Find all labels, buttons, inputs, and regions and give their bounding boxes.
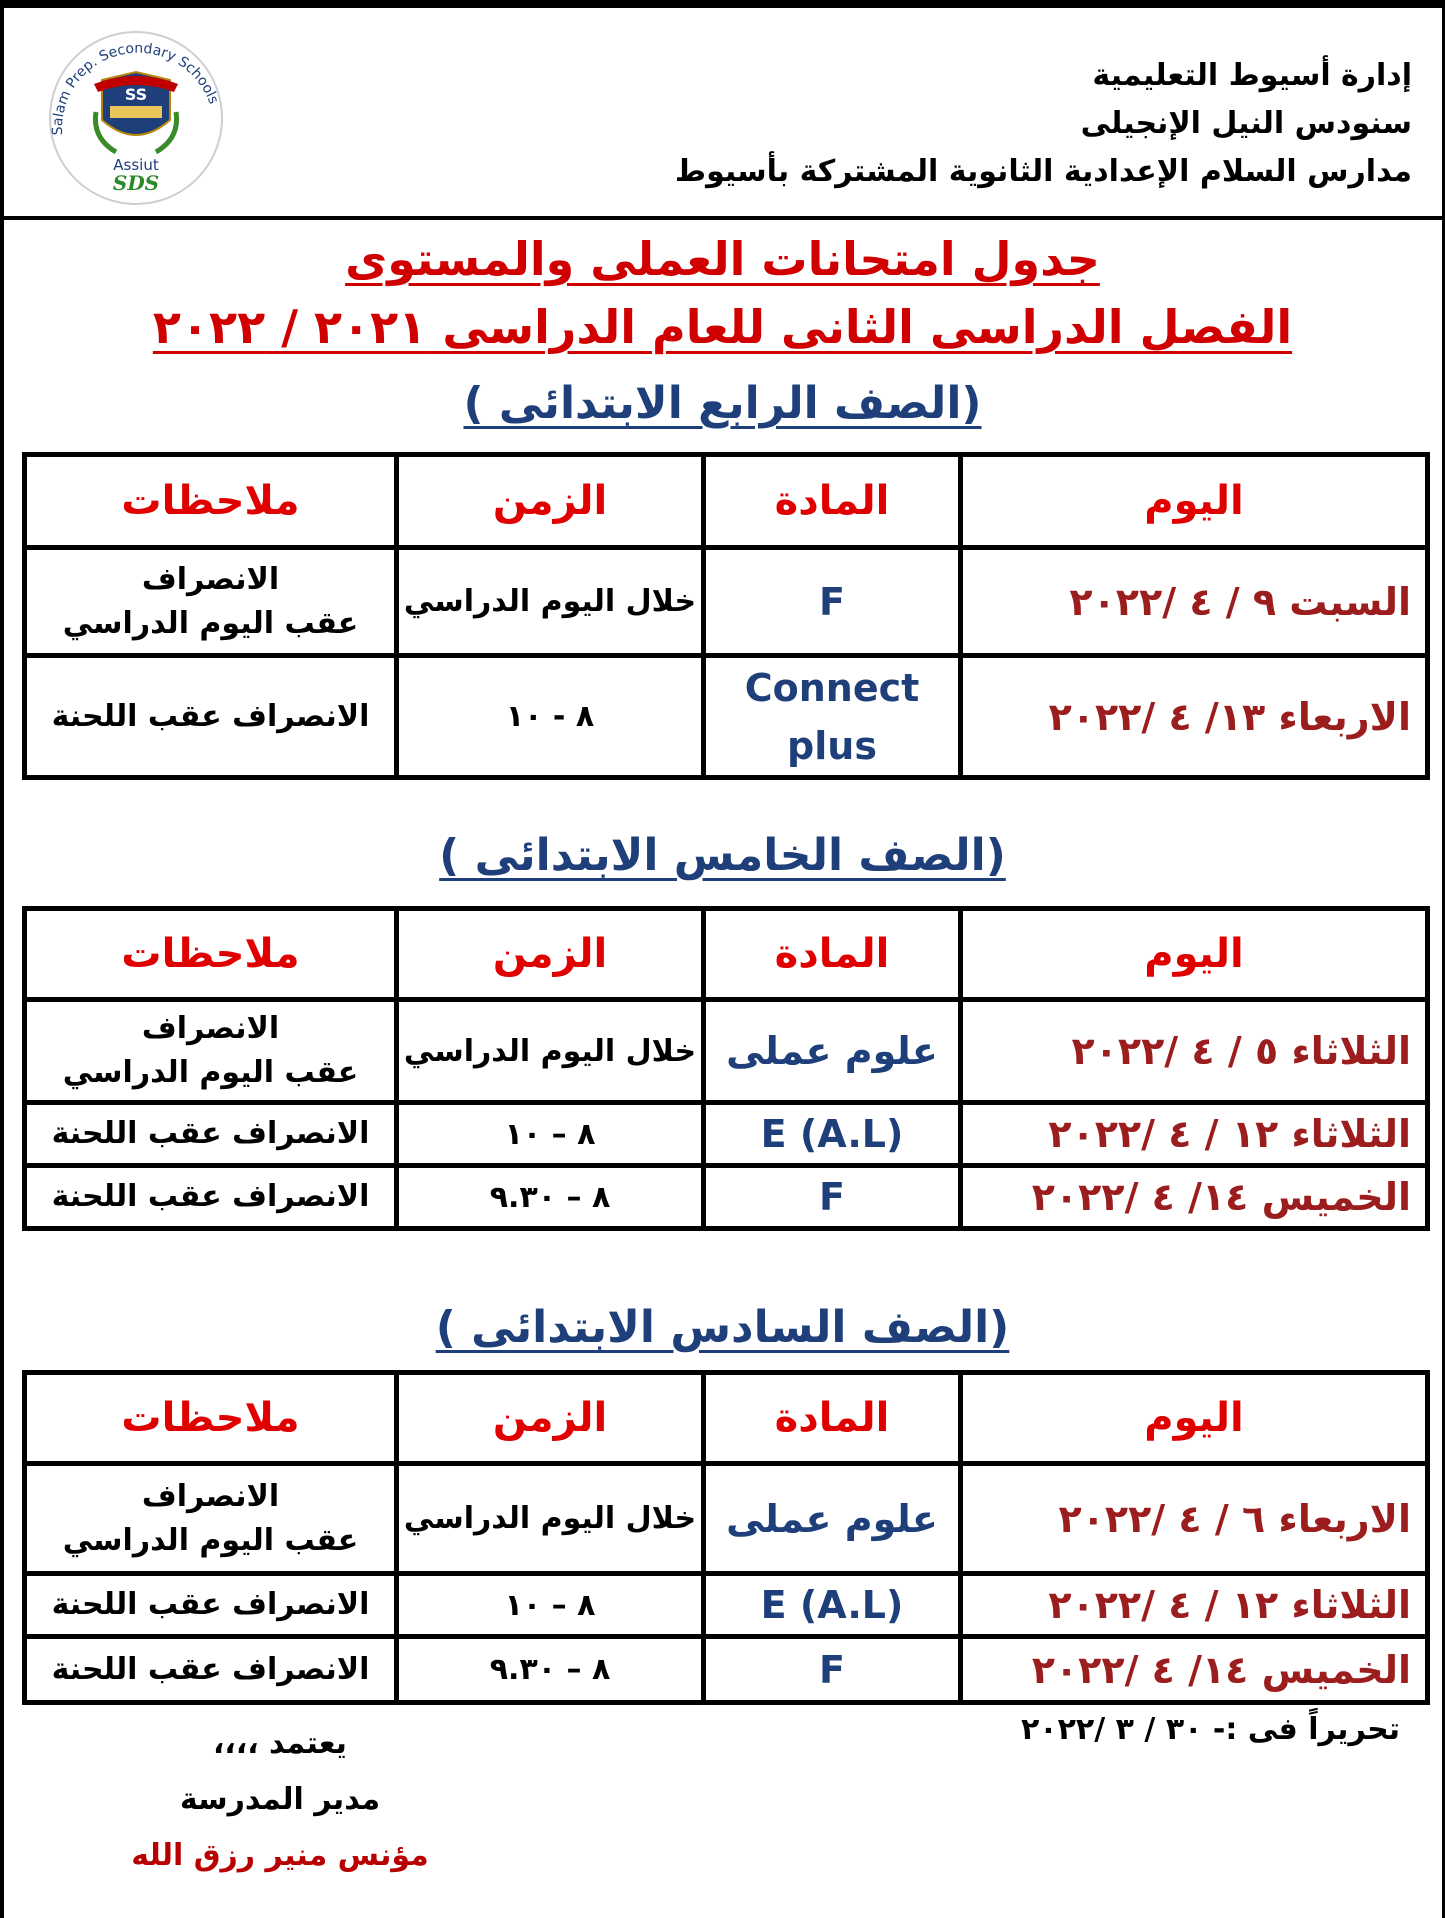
- grade-4-title: (الصف الرابع الابتدائى ): [463, 378, 982, 429]
- table-header-row: [25, 1373, 1428, 1464]
- header-notes: ملاحظات: [25, 455, 397, 548]
- approval-block: [120, 1716, 440, 1884]
- header-notes: ملاحظات: [25, 909, 397, 1000]
- organization-header: [675, 52, 1412, 196]
- school-logo: [36, 28, 236, 208]
- grade-4-table: [22, 452, 1430, 780]
- header-subject: المادة: [704, 1373, 961, 1464]
- time-cell: خلال اليوم الدراسي: [397, 548, 704, 656]
- time-cell: ٨ – ١٠: [397, 1574, 704, 1637]
- table-row: [25, 1000, 1428, 1103]
- note-cell: الانصراف عقب اليوم الدراسي: [25, 548, 397, 656]
- subject-cell: Connect plus: [704, 656, 961, 778]
- header-day: اليوم: [961, 455, 1428, 548]
- subject-cell: F: [704, 1166, 961, 1229]
- note-cell: الانصراف عقب اللحنة: [25, 1637, 397, 1703]
- header-divider: [0, 216, 1445, 220]
- day-cell: الاربعاء ١٣/ ٤ /٢٠٢٢: [961, 656, 1428, 778]
- header-day: اليوم: [961, 909, 1428, 1000]
- grade-6-table: [22, 1370, 1430, 1705]
- grade-5-title: (الصف الخامس الابتدائى ): [439, 830, 1006, 881]
- grade-5-table: [22, 906, 1430, 1231]
- day-cell: الثلاثاء ٥ / ٤ /٢٠٢٢: [961, 1000, 1428, 1103]
- day-cell: الثلاثاء ١٢ / ٤ /٢٠٢٢: [961, 1574, 1428, 1637]
- edited-date: تحريراً فى :- ٣٠ / ٣ /٢٠٢٢: [1021, 1712, 1400, 1747]
- logo-city: Assiut: [113, 156, 159, 174]
- day-cell: السبت ٩ / ٤ /٢٠٢٢: [961, 548, 1428, 656]
- note-cell: الانصراف عقب اللحنة: [25, 1574, 397, 1637]
- time-cell: خلال اليوم الدراسي: [397, 1464, 704, 1574]
- table-row: [25, 1166, 1428, 1229]
- logo-monogram: SS: [124, 85, 148, 104]
- subject-cell: F: [704, 1637, 961, 1703]
- day-cell: الاربعاء ٦ / ٤ /٢٠٢٢: [961, 1464, 1428, 1574]
- subject-cell: F: [704, 548, 961, 656]
- document-title: جدول امتحانات العملى والمستوى: [345, 232, 1100, 286]
- header-time: الزمن: [397, 1373, 704, 1464]
- logo-abbrev: SDS: [112, 171, 160, 195]
- subject-cell: علوم عملى: [704, 1464, 961, 1574]
- header-time: الزمن: [397, 455, 704, 548]
- subject-cell: E (A.L): [704, 1574, 961, 1637]
- table-row: [25, 1464, 1428, 1574]
- header-subject: المادة: [704, 909, 961, 1000]
- principal-name: مؤنس منير رزق الله: [131, 1838, 429, 1873]
- day-cell: الثلاثاء ١٢ / ٤ /٢٠٢٢: [961, 1103, 1428, 1166]
- org-line-3: مدارس السلام الإعدادية الثانوية المشتركة بأسيوط: [674, 154, 1412, 189]
- time-cell: خلال اليوم الدراسي: [397, 1000, 704, 1103]
- header-day: اليوم: [961, 1373, 1428, 1464]
- note-cell: الانصراف عقب اللحنة: [25, 656, 397, 778]
- org-line-2: سنودس النيل الإنجيلى: [1080, 106, 1412, 141]
- org-line-1: إدارة أسيوط التعليمية: [1092, 58, 1412, 93]
- header-time: الزمن: [397, 909, 704, 1000]
- time-cell: ٨ – ١٠: [397, 1103, 704, 1166]
- note-cell: الانصراف عقب اليوم الدراسي: [25, 1000, 397, 1103]
- subject-cell: علوم عملى: [704, 1000, 961, 1103]
- approval-label: يعتمد ،،،،: [213, 1726, 347, 1761]
- time-cell: ٨ - ١٠: [397, 656, 704, 778]
- document-subtitle: الفصل الدراسى الثانى للعام الدراسى ٢٠٢١ / ٢٠٢٢: [152, 300, 1293, 354]
- table-row: [25, 1103, 1428, 1166]
- table-row: [25, 1574, 1428, 1637]
- header-subject: المادة: [704, 455, 961, 548]
- principal-title: مدير المدرسة: [179, 1782, 381, 1817]
- header-notes: ملاحظات: [25, 1373, 397, 1464]
- left-border: [0, 0, 4, 1918]
- table-row: [25, 548, 1428, 656]
- time-cell: ٨ – ٩.٣٠: [397, 1637, 704, 1703]
- table-row: [25, 1637, 1428, 1703]
- note-cell: الانصراف عقب اللحنة: [25, 1103, 397, 1166]
- table-header-row: [25, 455, 1428, 548]
- note-cell: الانصراف عقب اليوم الدراسي: [25, 1464, 397, 1574]
- day-cell: الخميس ١٤/ ٤ /٢٠٢٢: [961, 1166, 1428, 1229]
- logo-ring-text: Salam Prep. Secondary Schools: [49, 40, 222, 136]
- grade-6-title: (الصف السادس الابتدائى ): [435, 1302, 1010, 1353]
- time-cell: ٨ – ٩.٣٠: [397, 1166, 704, 1229]
- subject-cell: E (A.L): [704, 1103, 961, 1166]
- day-cell: الخميس ١٤/ ٤ /٢٠٢٢: [961, 1637, 1428, 1703]
- table-row: [25, 656, 1428, 778]
- top-border: [0, 0, 1445, 8]
- table-header-row: [25, 909, 1428, 1000]
- note-cell: الانصراف عقب اللحنة: [25, 1166, 397, 1229]
